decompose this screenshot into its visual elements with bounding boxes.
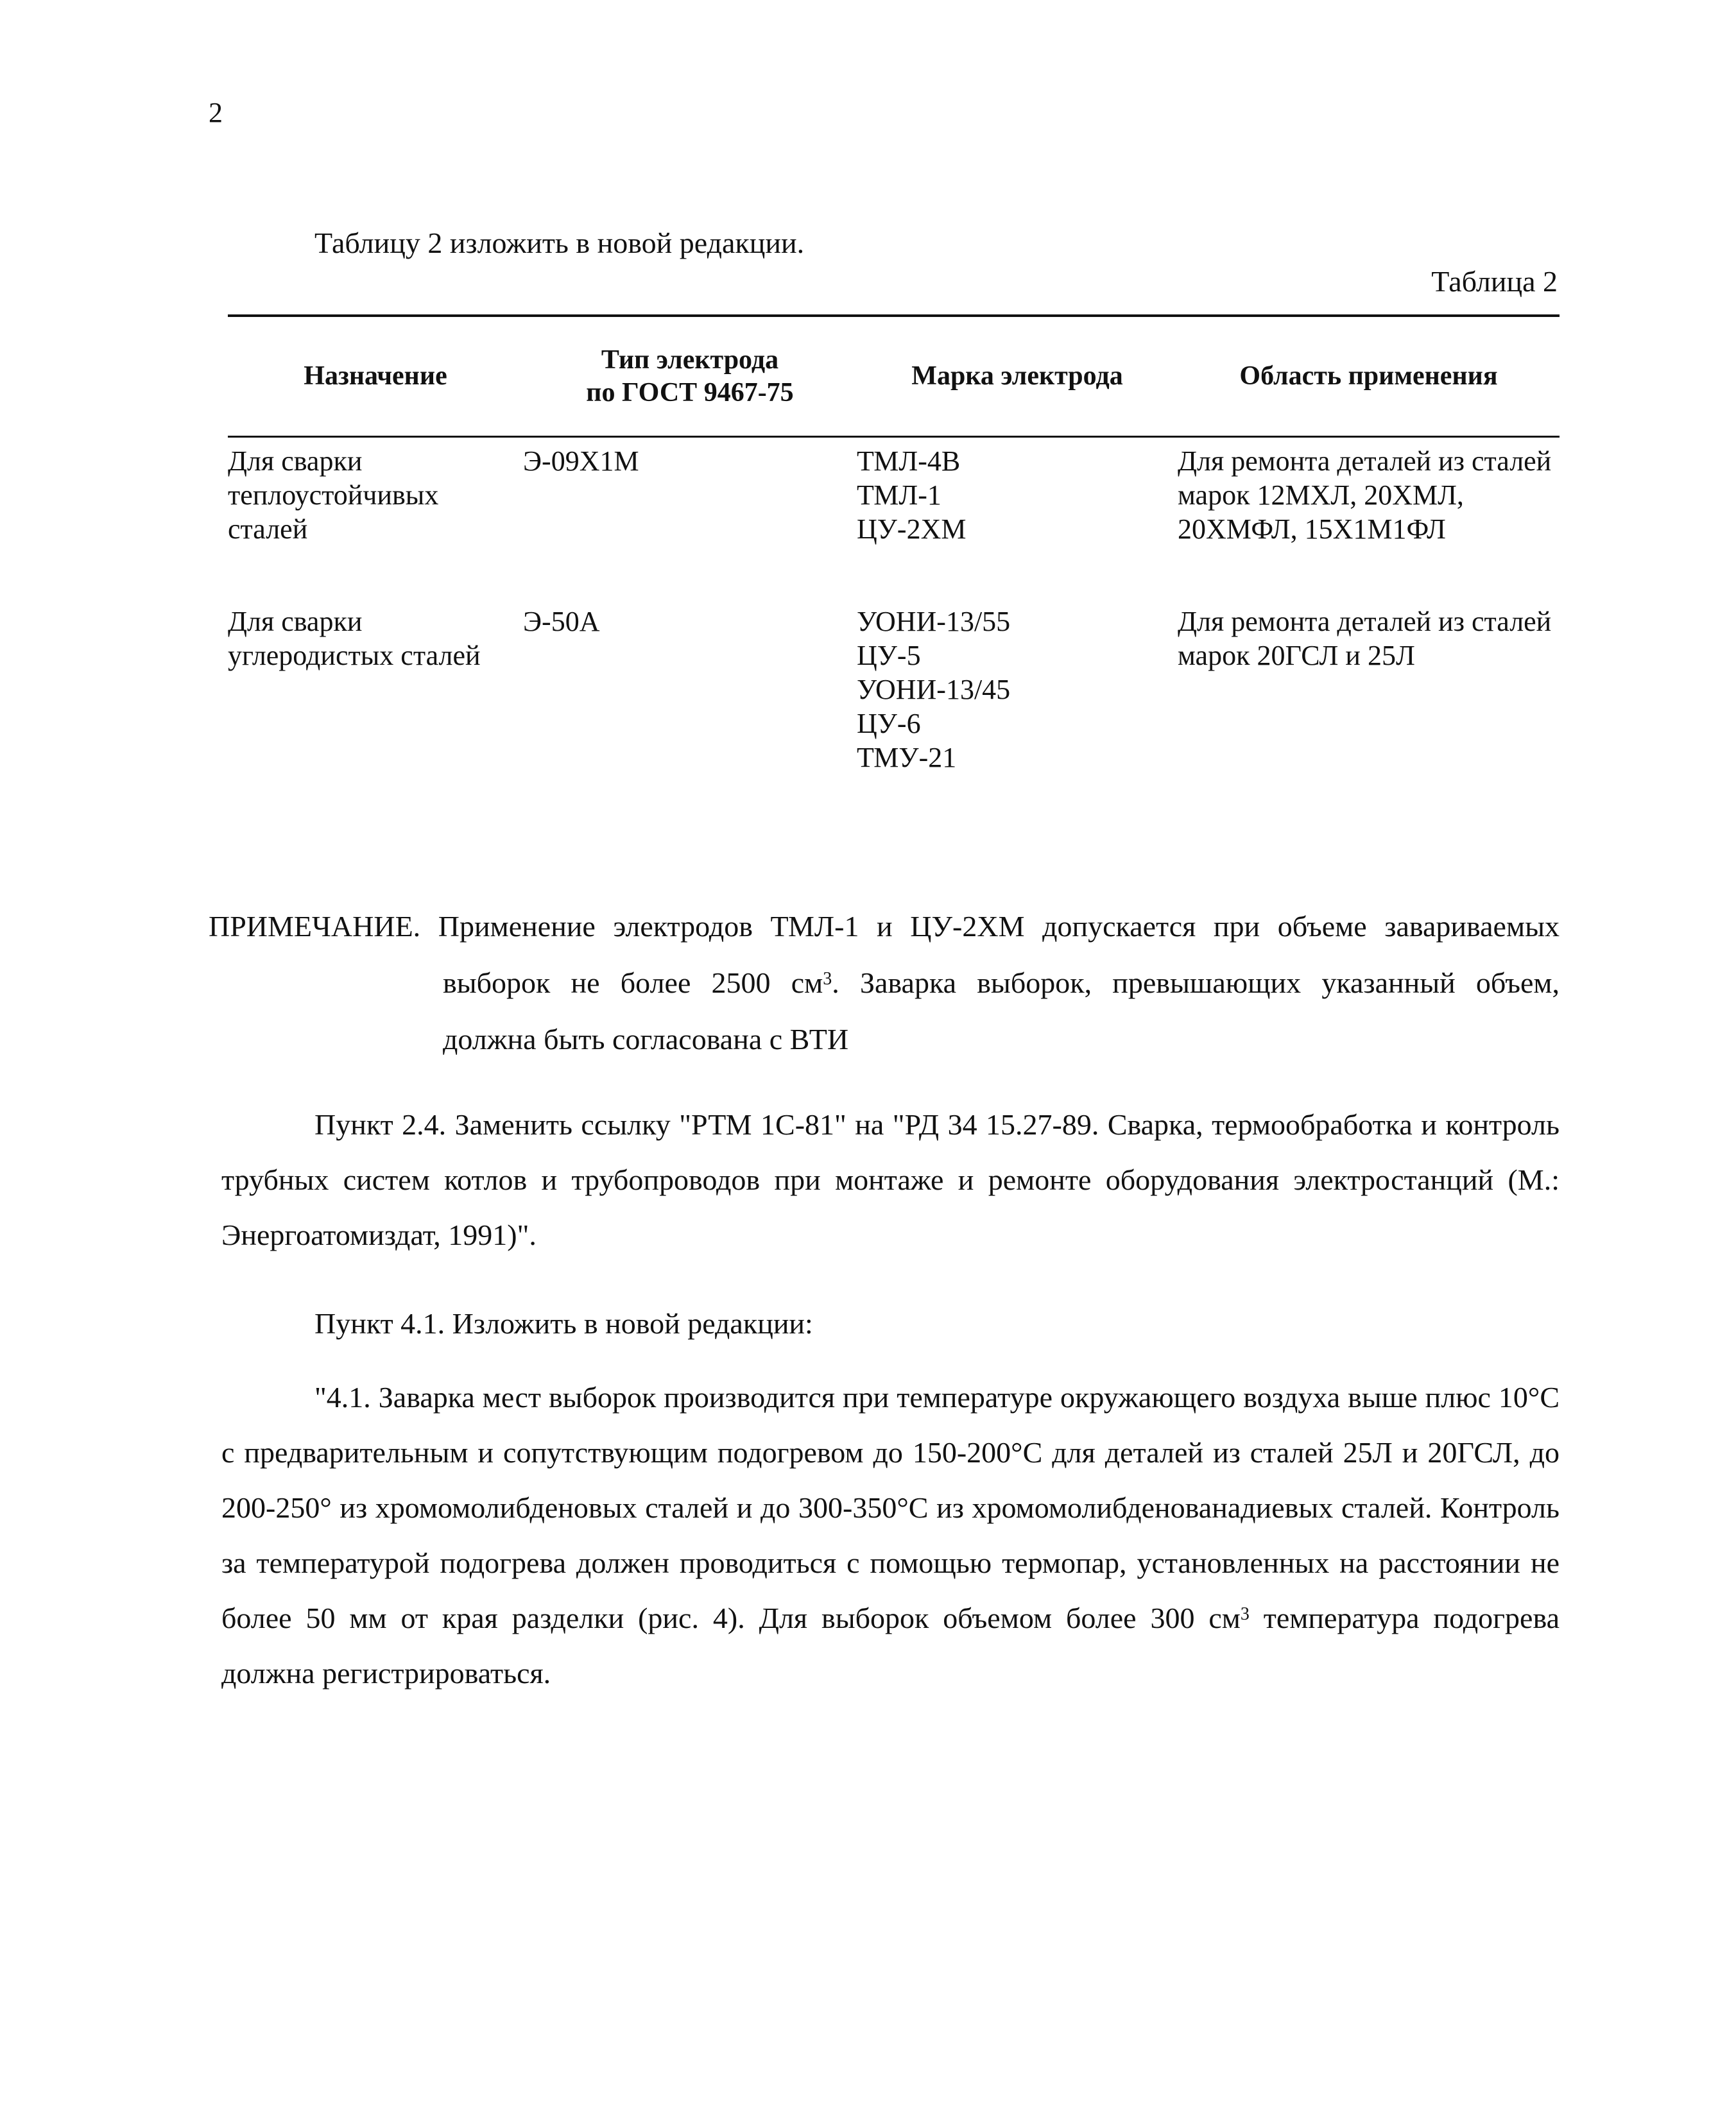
note-block (209, 898, 1560, 1068)
header-purpose: Назначение (304, 361, 447, 391)
electrode-table (228, 314, 1560, 784)
table-label: Таблица 2 (1431, 265, 1558, 298)
note-first-line (209, 898, 1560, 955)
paragraph-4-1-intro-block (221, 1296, 1560, 1351)
paragraph-4-1 (221, 1370, 1560, 1701)
cell-type: Э-50А (523, 606, 600, 637)
note-label: ПРИМЕЧАНИЕ. (209, 910, 421, 943)
paragraph-4-1-block (221, 1370, 1560, 1701)
paragraph-4-1-intro: Пункт 4.1. Изложить в новой редакции: (314, 1307, 813, 1340)
paragraph-4-1-tail: температура подогрева должна регистрироваться. (221, 1602, 1560, 1690)
cell-type: Э-09Х1М (523, 445, 639, 477)
note-line-3: должна быть согласована с ВТИ (443, 1023, 849, 1056)
paragraph-2-4: Пункт 2.4. Заменить ссылку "РТМ 1С-81" на "РД 34 15.27-89. Сварка, термообработка и контроль трубных систем котлов и трубопроводов при монтаже и ремонте оборудования электростанций (М.: Энергоатомиздат, 1991)". (221, 1108, 1560, 1251)
note-line-2-text: выборок не более 2500 см (443, 966, 823, 999)
note-line-1: Применение электродов ТМЛ-1 и ЦУ-2ХМ допускается при объеме завариваемых (438, 910, 1560, 943)
header-electrode-grade: Марка электрода (911, 361, 1123, 391)
page-number: 2 (209, 97, 223, 128)
table-row (228, 438, 1560, 598)
table-row (228, 598, 1560, 784)
paragraph-4-1-text: "4.1. Заварка мест выборок производится при температуре окружающего воздуха выше плюс 10°С с предварительным и сопутствующим подогревом до 150-200°С для деталей из сталей 25Л и 20ГСЛ, до 200-250° из хромомолибденовых сталей и до 300-350°С из хромомолибденованадиевых сталей. Контроль за температурой подогрева должен проводиться с помощью термопар, установленных на расстоянии не более 50 мм от края разделки (рис. 4). Для выборок объемом более 300 см (221, 1381, 1560, 1634)
cell-application: Для ремонта деталей из сталей марок 20ГСЛ и 25Л (1178, 606, 1552, 671)
table-header (228, 317, 1560, 436)
paragraph-4-1-superscript: 3 (1240, 1604, 1250, 1624)
note-continuation (443, 955, 1560, 1068)
note-superscript: 3 (823, 969, 832, 989)
cell-purpose: Для сварки теплоустойчивых сталей (228, 445, 439, 545)
cell-grades: УОНИ-13/55 ЦУ-5 УОНИ-13/45 ЦУ-6 ТМУ-21 (857, 606, 1011, 773)
paragraph-2-4-block (221, 1097, 1560, 1263)
intro-sentence: Таблицу 2 изложить в новой редакции. (314, 227, 805, 259)
note-line-2-tail: . Заварка выборок, превышающих указанный объем, (832, 966, 1560, 999)
cell-application: Для ремонта деталей из сталей марок 12МХЛ, 20ХМЛ, 20ХМФЛ, 15Х1М1ФЛ (1178, 445, 1552, 545)
cell-grades: ТМЛ-4В ТМЛ-1 ЦУ-2ХМ (857, 445, 967, 545)
header-application: Область применения (1239, 361, 1498, 391)
cell-purpose: Для сварки углеродистых сталей (228, 606, 481, 671)
header-electrode-type: Тип электрода по ГОСТ 9467-75 (586, 345, 794, 407)
note-line-2 (443, 955, 1560, 1011)
